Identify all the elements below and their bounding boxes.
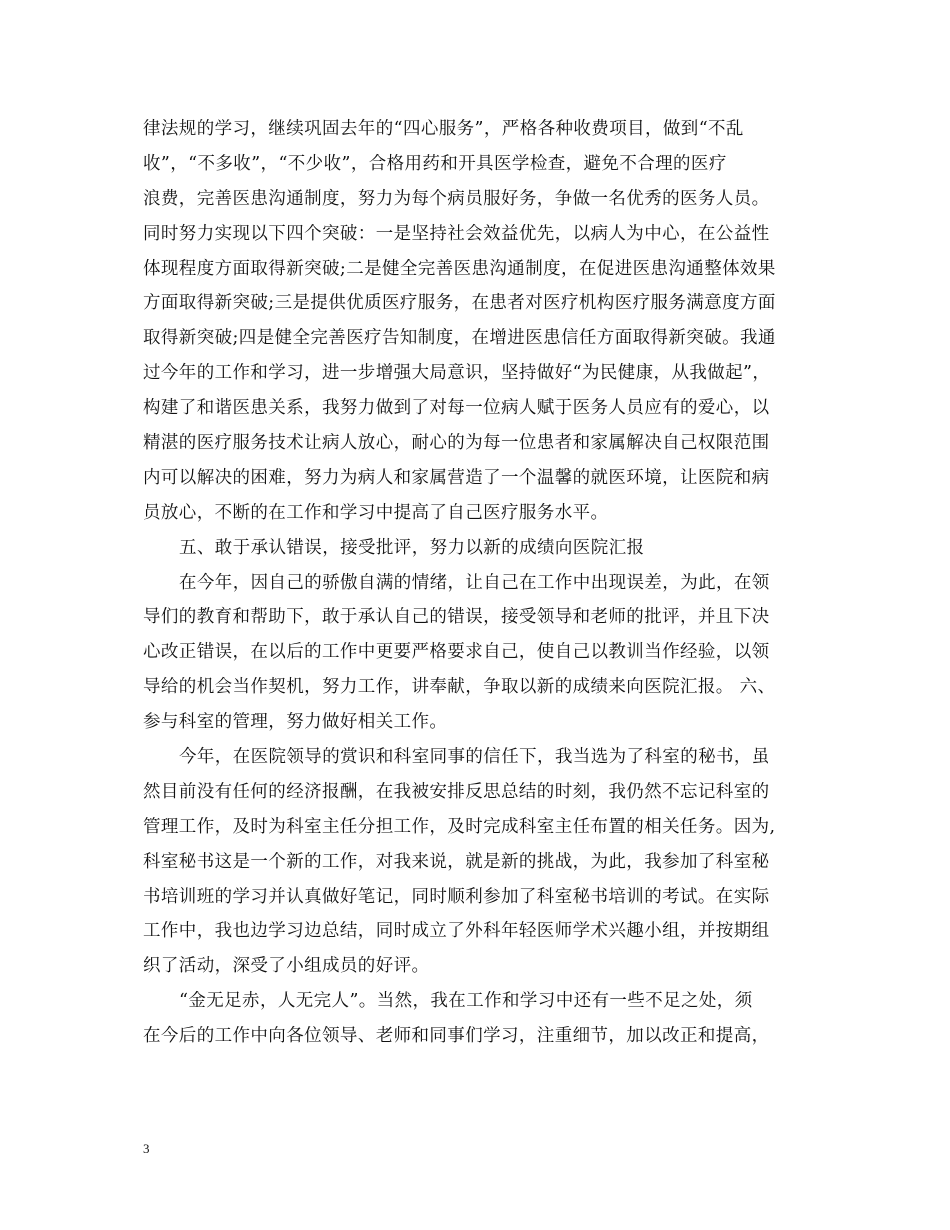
text-line: 律法规的学习，继续巩固去年的“四心服务”，严格各种收费项目，做到“不乱 xyxy=(143,119,744,139)
text-line: 然目前没有任何的经济报酬，在我被安排反思总结的时刻，我仍然不忘记科室的 xyxy=(143,781,770,802)
text-line: 取得新突破;四是健全完善医疗告知制度，在增进医患信任方面取得新突破。我通 xyxy=(143,328,776,349)
text-line: 书培训班的学习并认真做好笔记，同时顺利参加了科室秘书培训的考试。在实际 xyxy=(143,886,770,907)
text-line: 构建了和谐医患关系，我努力做到了对每一位病人赋于医务人员应有的爱心，以 xyxy=(143,398,770,419)
text-line: 参与科室的管理，努力做好相关工作。 xyxy=(143,712,448,733)
text-line: 内可以解决的困难，努力为病人和家属营造了一个温馨的就医环境，让医院和病 xyxy=(143,467,770,488)
text-line: 工作中，我也边学习边总结，同时成立了外科年轻医师学术兴趣小组，并按期组 xyxy=(143,921,770,942)
text-line: 织了活动，深受了小组成员的好评。 xyxy=(143,956,430,977)
text-line: 员放心，不断的在工作和学习中提高了自己医疗服务水平。 xyxy=(143,502,609,523)
text-line: 科室秘书这是一个新的工作，对我来说，就是新的挑战，为此，我参加了科室秘 xyxy=(143,851,770,872)
text-line: 在今后的工作中向各位领导、老师和同事们学习，注重细节，加以改正和提高， xyxy=(143,1026,770,1047)
document-body xyxy=(143,112,803,1054)
text-line: 方面取得新突破;三是提供优质医疗服务，在患者对医疗机构医疗服务满意度方面 xyxy=(143,293,776,314)
text-line: 收”，“不多收”，“不少收”，合格用药和开具医学检查，避免不合理的医疗 xyxy=(143,153,727,174)
text-line: 精湛的医疗服务技术让病人放心，耐心的为每一位患者和家属解决自己权限范围 xyxy=(143,433,770,454)
text-line: 浪费，完善医患沟通制度，努力为每个病员服好务，争做一名优秀的医务人员。 xyxy=(143,188,770,209)
text-line: 五、敢于承认错误，接受批评，努力以新的成绩向医院汇报 xyxy=(179,537,645,558)
text-line: 导给的机会当作契机，努力工作，讲奉献，争取以新的成绩来向医院汇报。 六、 xyxy=(143,677,776,698)
text-line: 管理工作，及时为科室主任分担工作，及时完成科室主任布置的相关任务。因为, xyxy=(143,816,776,837)
text-line: 体现程度方面取得新突破;二是健全完善医患沟通制度，在促进医患沟通整体效果 xyxy=(143,258,776,279)
page-number: 3 xyxy=(143,1141,150,1156)
text-line: “金无足赤，人无完人”。当然，我在工作和学习中还有一些不足之处，须 xyxy=(179,991,753,1012)
text-line: 心改正错误，在以后的工作中更要严格要求自己，使自己以教训当作经验，以领 xyxy=(143,642,770,663)
text-line: 导们的教育和帮助下，敢于承认自己的错误，接受领导和老师的批评，并且下决 xyxy=(143,607,770,628)
text-line: 过今年的工作和学习，进一步增强大局意识，坚持做好“为民健康，从我做起”， xyxy=(143,363,771,384)
text-line: 今年，在医院领导的赏识和科室同事的信任下，我当选为了科室的秘书，虽 xyxy=(179,747,770,768)
text-line: 在今年，因自己的骄傲自满的情绪，让自己在工作中出现误差，为此，在领 xyxy=(179,572,770,593)
text-line: 同时努力实现以下四个突破：一是坚持社会效益优先，以病人为中心，在公益性 xyxy=(143,223,770,244)
